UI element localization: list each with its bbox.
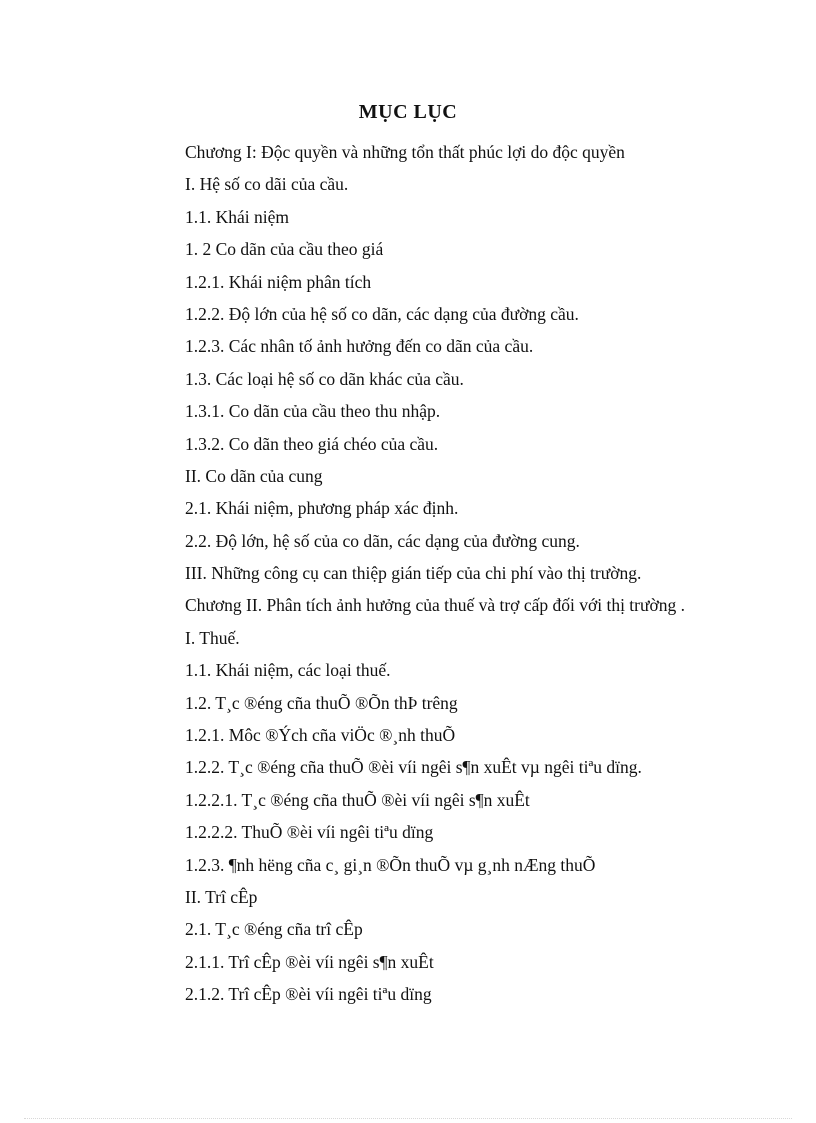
toc-entry: Chương II. Phân tích ảnh hưởng của thuế và trợ cấp đối với thị trường .: [185, 595, 685, 616]
toc-entry: 1.2.2. Độ lớn của hệ số co dãn, các dạng của đường cầu.: [185, 303, 579, 324]
toc-entry: 1.2. T¸c ®éng cña thuÕ ®Õn thÞ trêng: [185, 692, 458, 713]
toc-entry: 2.1.2. Trî cÊp ®èi víi ngêi tiªu dïng: [185, 984, 432, 1005]
toc-entry: 1.2.1. Khái niệm phân tích: [185, 271, 372, 292]
toc-entry: I. Thuế.: [185, 627, 240, 648]
toc-entry: 1.2.3. ¶nh hëng cña c¸ gi¸n ®Õn thuÕ vµ g¸nh nÆng thuÕ: [185, 854, 596, 875]
page-bottom-rule: [24, 1118, 792, 1119]
toc-entry: 1.3.1. Co dãn của cầu theo thu nhập.: [185, 401, 441, 422]
toc-entry: 1.3.2. Co dãn theo giá chéo của cầu.: [185, 433, 439, 454]
toc-entry: 2.1.1. Trî cÊp ®èi víi ngêi s¶n xuÊt: [185, 951, 434, 972]
toc-entry: 1.2.2. T¸c ®éng cña thuÕ ®èi víi ngêi s¶n xuÊt vµ ngêi tiªu dïng.: [185, 757, 642, 778]
toc-entry: 1.1. Khái niệm: [185, 206, 290, 227]
toc-entry: 1.2.3. Các nhân tố ảnh hưởng đến co dãn của cầu.: [185, 336, 534, 357]
toc-entry: 1.2.2.2. ThuÕ ®èi víi ngêi tiªu dïng: [185, 822, 434, 843]
toc-entry: 1. 2 Co dãn của cầu theo giá: [185, 239, 384, 260]
toc-entry: Chương I: Độc quyền và những tổn thất phúc lợi do độc quyền: [185, 142, 625, 162]
page-title: MỤC LỤC: [358, 101, 458, 123]
toc-entry: II. Trî cÊp: [185, 886, 258, 907]
toc-entry: II. Co dãn của cung: [185, 465, 323, 486]
toc-entry: III. Những công cụ can thiệp gián tiếp của chi phí vào thị trường.: [185, 563, 642, 584]
table-of-contents: [185, 141, 685, 1016]
toc-entry: 1.2.2.1. T¸c ®éng cña thuÕ ®èi víi ngêi s¶n xuÊt: [185, 789, 530, 810]
toc-entry: 2.2. Độ lớn, hệ số của co dãn, các dạng của đường cung.: [185, 530, 580, 551]
toc-entry: 1.1. Khái niệm, các loại thuế.: [185, 660, 391, 681]
toc-entry: 1.3. Các loại hệ số co dãn khác của cầu.: [185, 368, 464, 389]
toc-entry: 2.1. Khái niệm, phương pháp xác định.: [185, 498, 459, 519]
toc-entry: 2.1. T¸c ®éng cña trî cÊp: [185, 919, 363, 940]
toc-entry: 1.2.1. Môc ®Ých cña viÖc ®¸nh thuÕ: [185, 725, 456, 746]
toc-entry: I. Hệ số co dãi của cầu.: [185, 174, 349, 195]
